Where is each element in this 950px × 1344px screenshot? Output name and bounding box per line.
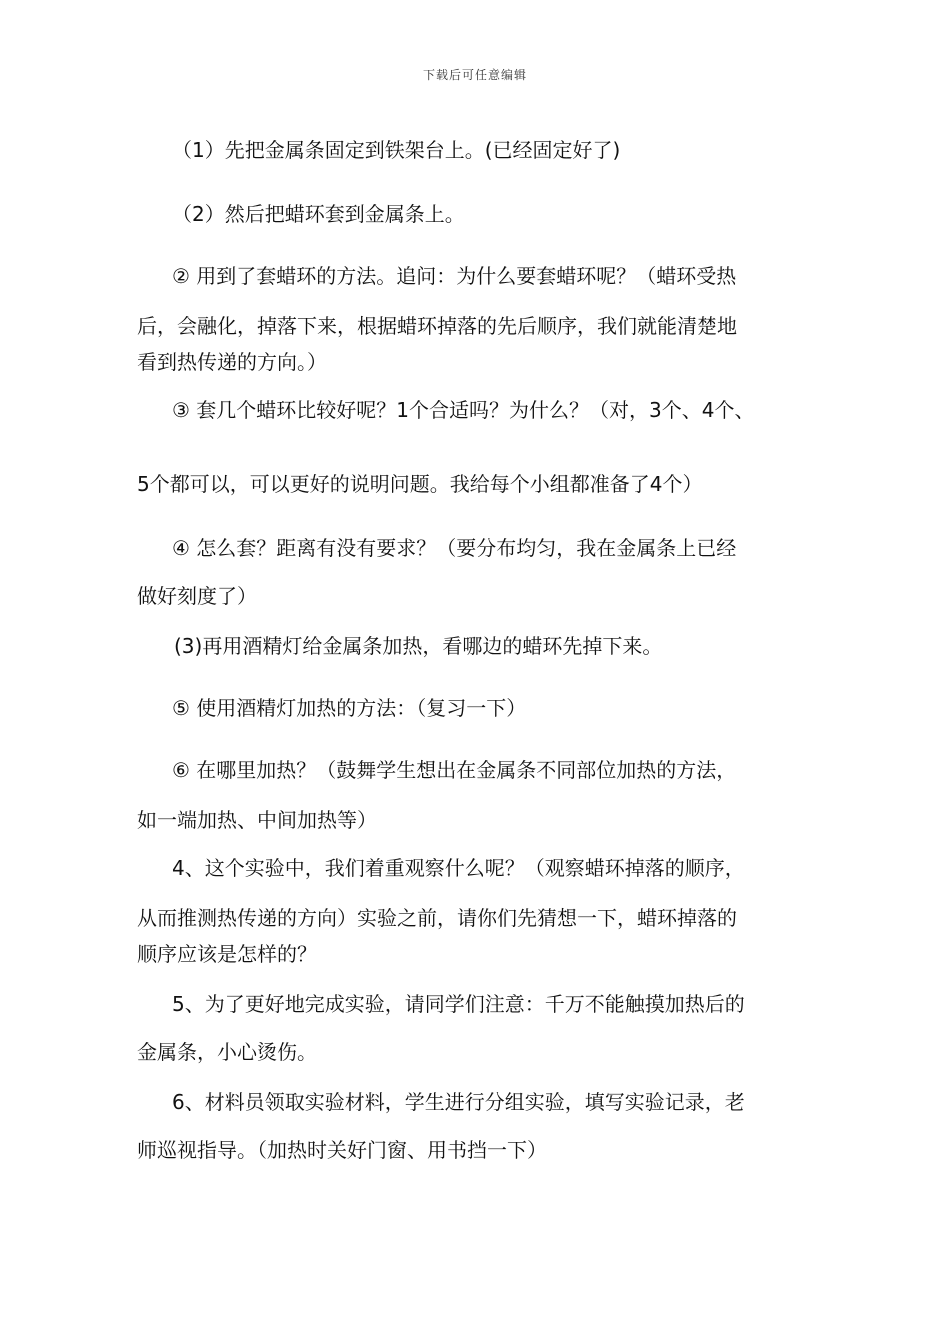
step-1-text: （1）先把金属条固定到铁架台上。(已经固定好了) [172, 138, 621, 162]
section-4-line-3: 顺序应该是怎样的？ [137, 942, 317, 966]
section-6-line-1: 6、材料员领取实验材料，学生进行分组实验，填写实验记录，老 [172, 1090, 745, 1114]
item-4-line-2: 做好刻度了） [137, 584, 257, 608]
item-3-line-2: 5个都可以，可以更好的说明问题。我给每个小组都准备了4个） [137, 472, 703, 496]
item-5-text: ⑤ 使用酒精灯加热的方法：（复习一下） [172, 696, 527, 720]
item-2-line-1: ② 用到了套蜡环的方法。追问：为什么要套蜡环呢？（蜡环受热 [172, 264, 737, 288]
item-4-line-1: ④ 怎么套？距离有没有要求？（要分布均匀，我在金属条上已经 [172, 536, 737, 560]
section-6-line-2: 师巡视指导。（加热时关好门窗、用书挡一下） [137, 1138, 547, 1162]
page-header: 下载后可任意编辑 [422, 68, 527, 82]
section-5-line-1: 5、为了更好地完成实验，请同学们注意：千万不能触摸加热后的 [172, 992, 745, 1016]
section-5-line-2: 金属条，小心烫伤。 [137, 1040, 317, 1064]
section-4-line-2: 从而推测热传递的方向）实验之前，请你们先猜想一下，蜡环掉落的 [137, 906, 737, 930]
section-4-line-1: 4、这个实验中，我们着重观察什么呢？（观察蜡环掉落的顺序， [172, 856, 745, 880]
item-2-line-3: 看到热传递的方向。） [137, 350, 327, 374]
item-3-line-1: ③ 套几个蜡环比较好呢？1个合适吗？为什么？（对，3个、4个、 [172, 398, 755, 422]
step-2-text: （2）然后把蜡环套到金属条上。 [172, 202, 465, 226]
item-6-line-2: 如一端加热、中间加热等） [137, 808, 377, 832]
step-3-text: (3)再用酒精灯给金属条加热，看哪边的蜡环先掉下来。 [174, 634, 663, 658]
item-6-line-1: ⑥ 在哪里加热？（鼓舞学生想出在金属条不同部位加热的方法， [172, 758, 737, 782]
item-2-line-2: 后，会融化，掉落下来，根据蜡环掉落的先后顺序，我们就能清楚地 [137, 314, 737, 338]
